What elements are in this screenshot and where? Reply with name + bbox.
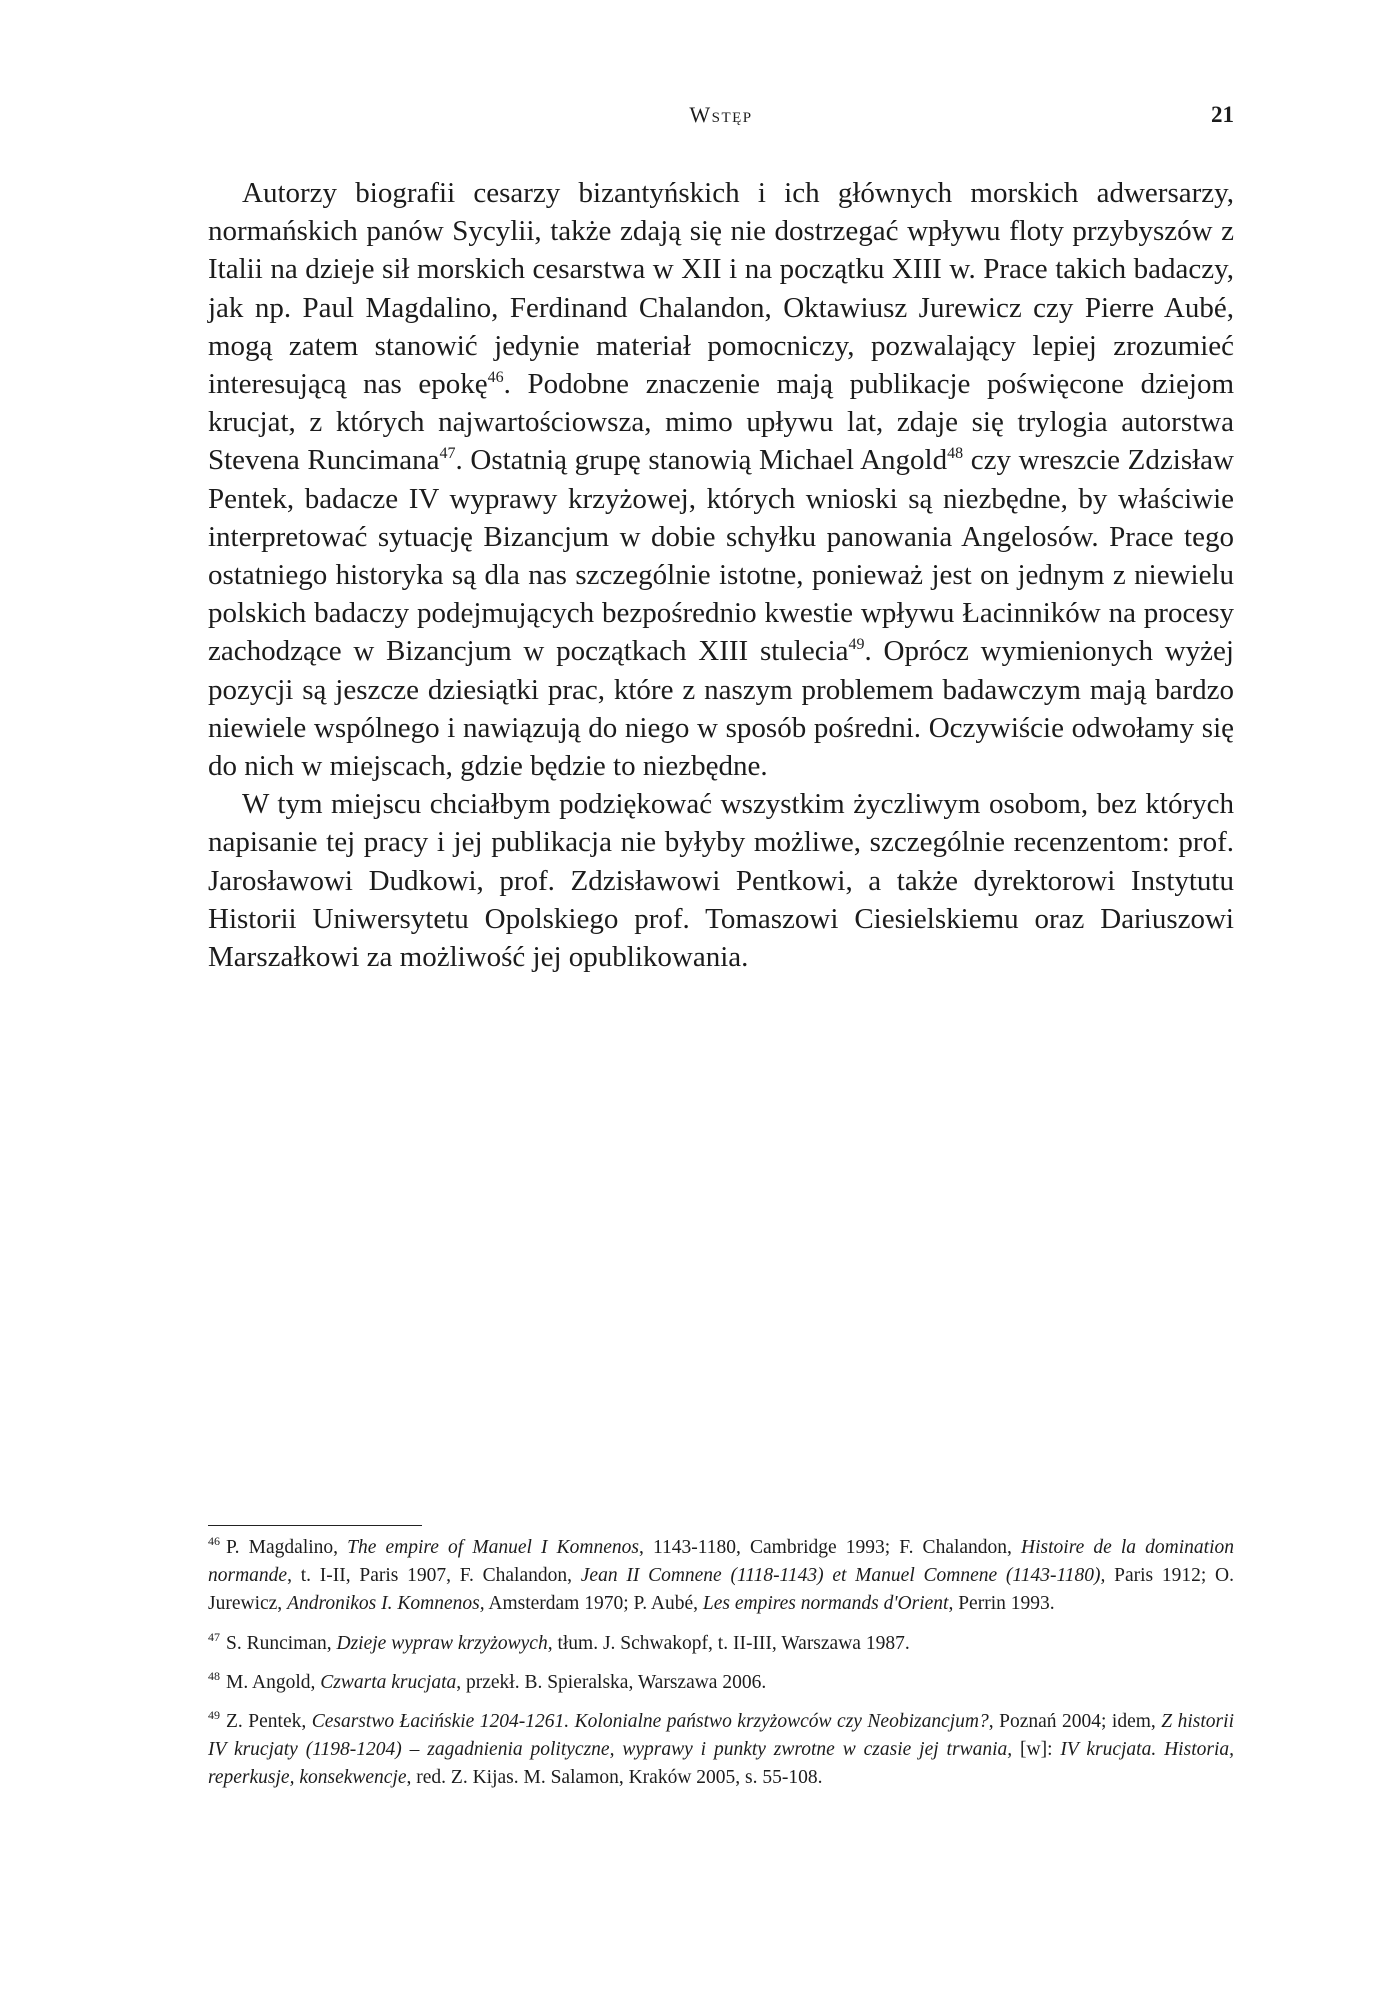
footnote-ref-47: 47 xyxy=(439,445,456,463)
footnote-text: Histoire de la domination normande xyxy=(208,1537,1234,1587)
footnote-text: Dzieje wypraw krzyżowych, xyxy=(336,1632,553,1654)
footnote-text: S. Runciman, xyxy=(226,1632,337,1654)
footnote-text: Cesarstwo Łacińskie 1204-1261. Kolonialne państwo krzyżowców czy Neobizancjum? xyxy=(311,1711,989,1733)
paragraph-1-text-e: . Oprócz wymienionych wyżej pozycji są jeszcze dziesiątki prac, które z naszym problemem badawczym mają bardzo niewiele wspólnego i nawiązują do niego w sposób pośredni. Oczywiście odwołamy się do nich w miejscach, gdzie będzie to niezbędne. xyxy=(208,635,1234,783)
footnote-number: 49 xyxy=(208,1708,220,1723)
running-title: Wstęp xyxy=(689,102,753,127)
footnote-separator xyxy=(208,1525,422,1526)
main-text xyxy=(208,174,1234,976)
footnote-text: Amsterdam 1970; P. Aubé, xyxy=(484,1593,703,1615)
footnote-text: [w]: xyxy=(1012,1739,1061,1761)
footnote-48 xyxy=(208,1669,1234,1697)
footnote-text: , Poznań 2004; idem, xyxy=(988,1711,1162,1733)
footnote-text: The empire of Manuel I Komnenos xyxy=(347,1537,639,1558)
paragraph-1-text-b: . Podobne znaczenie mają publikacje poświęcone dziejom krucjat, z których najwartościowsza, mimo upływu lat, zdaje się trylogia autorstwa Stevena Runcimana xyxy=(208,368,1234,477)
footnote-number: 46 xyxy=(208,1534,220,1548)
footnote-text: Z historii IV krucjaty (1198-1204) – zagadnienia polityczne, wyprawy i punkty zwrotne w czasie jej trwania, xyxy=(208,1711,1234,1761)
footnote-text: Les empires normands d'Orient xyxy=(702,1593,949,1615)
footnote-text: Jean II Comnene (1118-1143) et Manuel Comnene (1143-1180), xyxy=(580,1565,1106,1587)
footnote-text: Andronikos I. Komnenos, xyxy=(287,1593,485,1615)
running-head xyxy=(208,102,1234,138)
footnote-ref-49: 49 xyxy=(848,636,865,654)
paragraph-2: W tym miejscu chciałbym podziękować wszystkim życzliwym osobom, bez których napisanie tej pracy i jej publikacja nie byłyby możliwe, szczególnie recenzentom: prof. Jarosławowi Dudkowi, prof. Zdzisławowi Pentkowi, a także dyrektorowi Instytutu Historii Uniwersytetu Opolskiego prof. Tomaszowi Ciesielskiemu oraz Dariuszowi Marszałkowi za możliwość jej opublikowania. xyxy=(208,788,1234,974)
footnote-text: Z. Pentek, xyxy=(226,1711,312,1733)
footnote-text: Paris 1912; O. Jurewicz, xyxy=(208,1565,1235,1615)
page-number: 21 xyxy=(1211,102,1234,127)
footnote-text: M. Angold, xyxy=(226,1671,321,1693)
footnote-ref-48: 48 xyxy=(947,445,964,463)
footnote-49 xyxy=(208,1708,1234,1793)
paragraph-1 xyxy=(208,174,1234,785)
footnote-47 xyxy=(208,1630,1234,1658)
footnote-text: , przekł. B. Spieralska, Warszawa 2006. xyxy=(456,1671,767,1693)
paragraph-1-text-c: . Ostatnią grupę stanowią Michael Angold xyxy=(455,444,948,477)
paragraph-1-text-a: Autorzy biografii cesarzy bizantyńskich i ich głównych morskich adwersarzy, normańskich panów Sycylii, także zdają się nie dostrzegać wpływu floty przybyszów z Italii na dzieje sił morskich cesarstwa w XII i na początku XIII w. Prace takich badaczy, jak np. Paul Magdalino, Ferdinand Chalandon, Oktawiusz Jurewicz czy Pierre Aubé, mogą zatem stanowić jedynie materiał pomocniczy, pozwalający lepiej zrozumieć interesującą nas epokę xyxy=(208,177,1234,401)
footnote-text: P. Magdalino, xyxy=(226,1537,348,1558)
footnote-ref-46: 46 xyxy=(487,369,504,387)
footnote-number: 47 xyxy=(208,1629,220,1644)
footnote-text: IV krucjata. Historia, reperkusje, konsekwencje xyxy=(208,1739,1234,1789)
footnote-number: 48 xyxy=(208,1668,220,1683)
footnote-text: , t. I-II, Paris 1907, F. Chalandon, xyxy=(287,1565,581,1587)
footnotes xyxy=(208,1534,1234,1804)
footnote-text: tłum. J. Schwakopf, t. II-III, Warszawa 1987. xyxy=(552,1632,910,1654)
footnote-text: , Perrin 1993. xyxy=(948,1593,1055,1615)
footnote-text: , red. Z. Kijas. M. Salamon, Kraków 2005, s. 55-108. xyxy=(406,1767,823,1789)
paragraph-1-text-d: czy wreszcie Zdzisław Pentek, badacze IV wyprawy krzyżowej, których wnioski są niezbędne, by właściwie interpretować sytuację Bizancjum w dobie schyłku panowania Angelosów. Prace tego ostatniego historyka są dla nas szczególnie istotne, ponieważ jest on jednym z niewielu polskich badaczy podejmujących bezpośrednio kwestie wpływu Łacinników na procesy zachodzące w Bizancjum w początkach XIII stulecia xyxy=(208,444,1234,668)
footnote-46 xyxy=(208,1534,1234,1619)
footnote-text: , 1143-1180, Cambridge 1993; F. Chalandon, xyxy=(638,1537,1022,1558)
footnote-text: Czwarta krucjata xyxy=(320,1671,457,1693)
